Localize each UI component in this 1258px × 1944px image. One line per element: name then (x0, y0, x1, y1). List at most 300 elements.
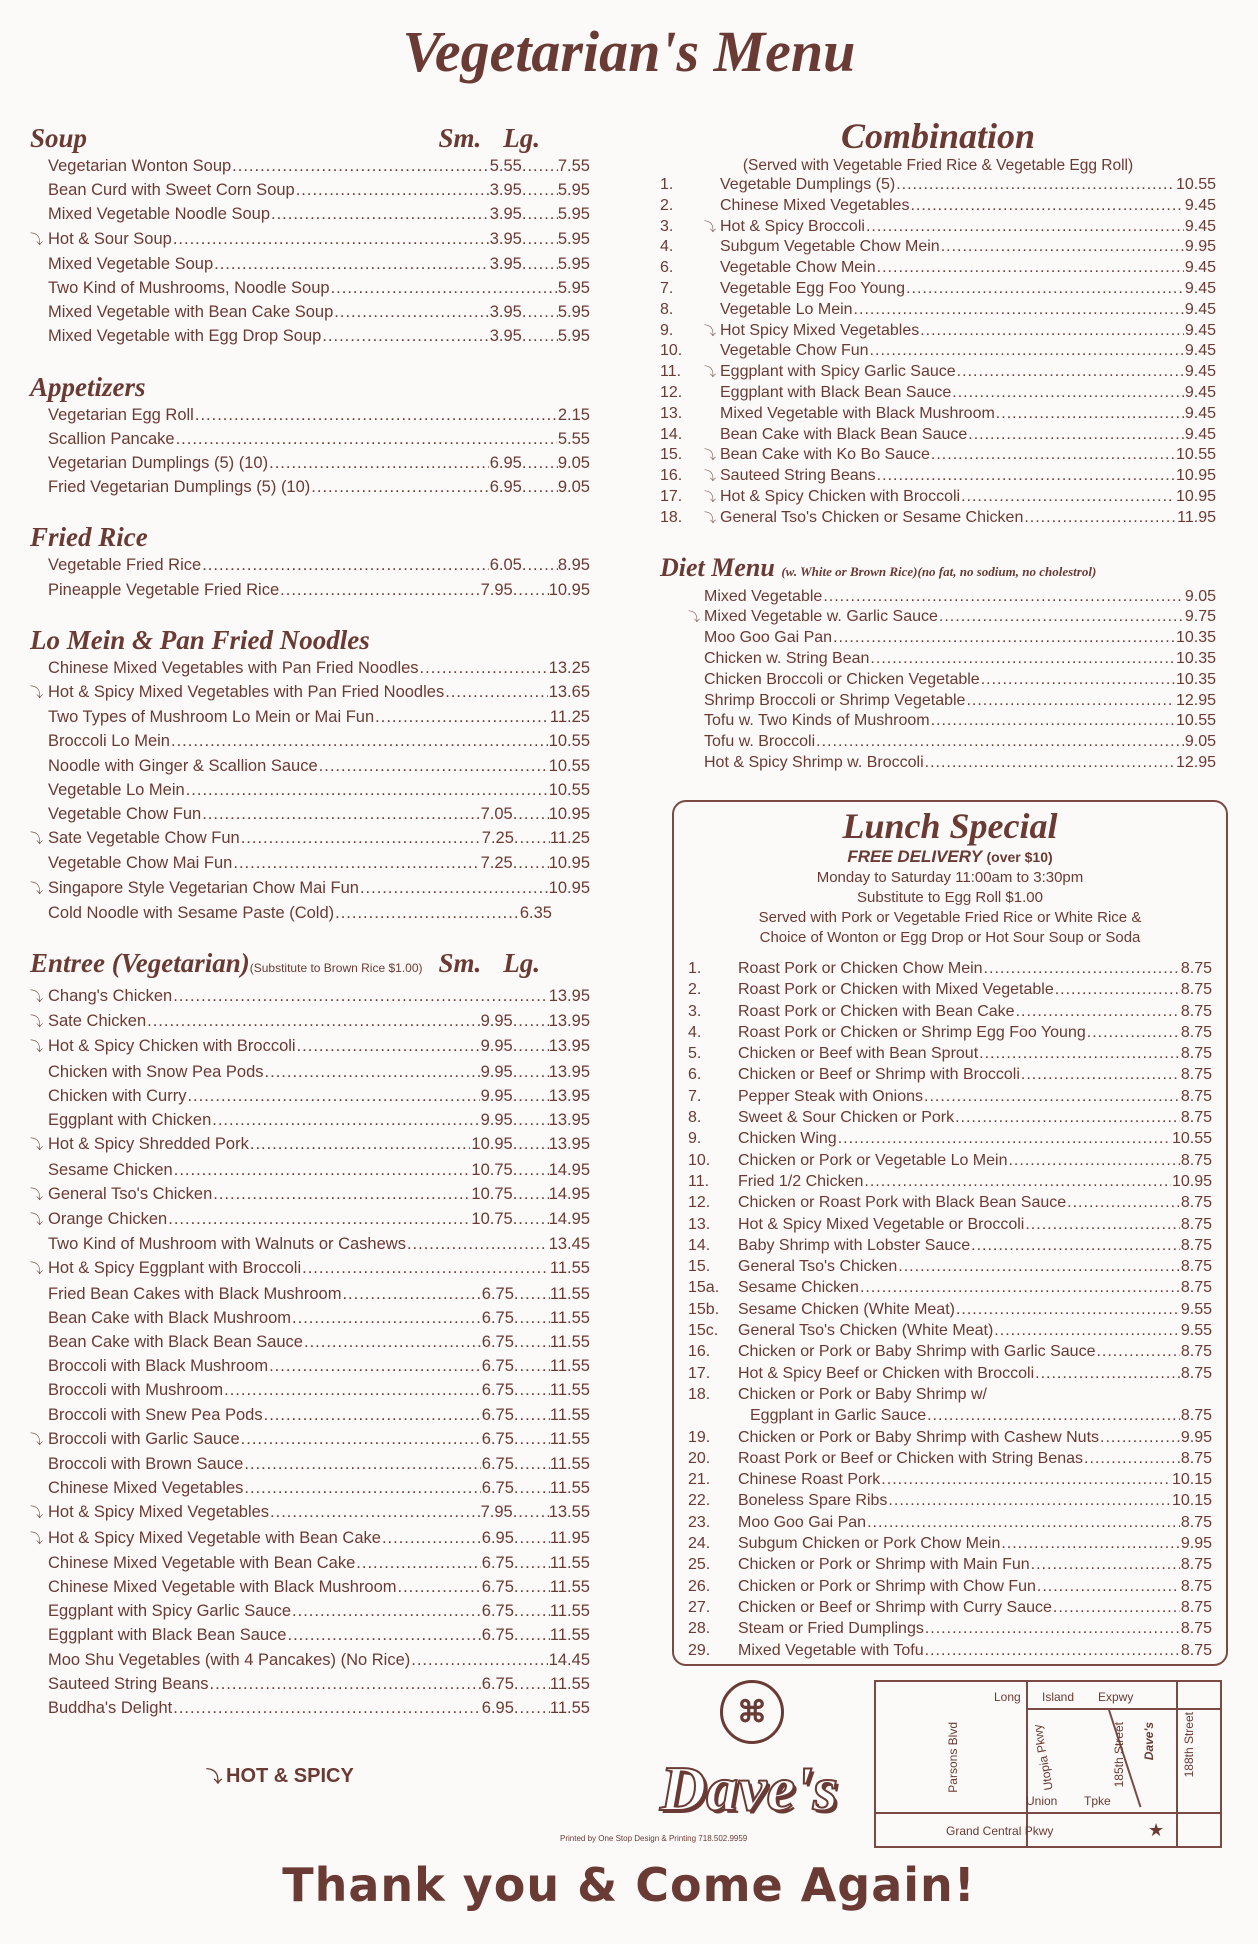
item-name: Sesame Chicken (738, 1279, 859, 1297)
menu-item (660, 445, 1216, 466)
price-small: 3.95 (489, 327, 522, 346)
item-number: 8. (660, 300, 674, 318)
item-name: Chicken or Pork or Baby Shrimp w/ (738, 1385, 987, 1403)
item-number: 16. (688, 1343, 711, 1361)
map-label-parsons: Parsons Blvd (946, 1722, 960, 1793)
price-large: 11.55 (549, 1259, 590, 1278)
lunch-item (688, 1128, 1212, 1149)
item-name: Bean Curd with Sweet Corn Soup (48, 181, 295, 200)
leader-dots (514, 1526, 550, 1550)
leader-dots (513, 1132, 549, 1156)
price-large: 13.25 (548, 658, 590, 677)
menu-item (30, 851, 590, 875)
item-name: Eggplant with Black Bean Sauce (720, 383, 952, 401)
item-price: 8.75 (1180, 1236, 1212, 1254)
item-name: Vegetable Chow Fun (720, 342, 869, 360)
menu-item (30, 578, 590, 602)
item-number: 7. (688, 1087, 702, 1105)
leader-dots (147, 1009, 479, 1033)
item-number: 6. (688, 1066, 702, 1084)
leader-dots (1024, 508, 1176, 529)
price-large: 14.95 (548, 1209, 590, 1228)
lunch-item (688, 1597, 1212, 1618)
map-label-union: Union (1026, 1794, 1058, 1808)
leader-dots (514, 1551, 550, 1575)
price-large: 14.95 (548, 1160, 590, 1179)
price-large: 5.95 (557, 303, 590, 322)
lunch-item (688, 1256, 1212, 1277)
leader-dots (296, 178, 489, 202)
leader-dots (168, 1207, 470, 1231)
leader-dots (407, 1232, 548, 1256)
item-price: 8.75 (1180, 1556, 1212, 1574)
price-small: 3.95 (489, 303, 522, 322)
menu-item (30, 1084, 590, 1108)
menu-item (30, 403, 590, 427)
menu-item (30, 1354, 590, 1378)
item-price: 10.15 (1171, 1471, 1212, 1489)
leader-dots (514, 1427, 550, 1451)
item-name: Chicken or Beef with Bean Sprout (738, 1045, 979, 1063)
item-name: Broccoli with Black Mushroom (48, 1357, 269, 1376)
item-name: Chinese Mixed Vegetable with Bean Cake (48, 1553, 356, 1572)
item-price: 9.45 (1184, 259, 1216, 277)
chili-icon: ⤵ (704, 365, 717, 380)
leader-dots (173, 1696, 481, 1720)
leader-dots (513, 1060, 549, 1084)
item-price: 9.55 (1180, 1300, 1212, 1318)
leader-dots (186, 778, 548, 802)
price-large: 11.55 (549, 1405, 590, 1424)
item-name: Mixed Vegetable (704, 587, 823, 605)
item-price: 9.45 (1184, 279, 1216, 297)
item-number: 24. (688, 1535, 711, 1553)
menu-item (660, 175, 1216, 196)
chili-icon: ⤵ (30, 989, 44, 1005)
price-large: 5.95 (557, 254, 590, 273)
leader-dots (514, 1306, 550, 1330)
price-large: 11.55 (549, 1429, 590, 1448)
item-number: 7. (660, 279, 674, 297)
leader-dots (173, 984, 547, 1008)
item-name: Fried Vegetarian Dumplings (5) (10) (48, 478, 311, 497)
item-name: Chicken Wing (738, 1130, 837, 1148)
chili-icon: ⤵ (30, 1186, 44, 1202)
lunch-item (688, 1192, 1212, 1213)
map-label-expwy: Expwy (1098, 1690, 1134, 1704)
item-number: 9. (660, 321, 674, 339)
lunch-item (688, 1022, 1212, 1043)
price-small: 6.75 (481, 1674, 514, 1693)
leader-dots (513, 1084, 549, 1108)
price-large: 5.55 (557, 429, 590, 448)
lunch-item (688, 1618, 1212, 1639)
leader-dots (956, 1299, 1180, 1320)
menu-item (30, 984, 590, 1009)
combination-note: (Served with Vegetable Fried Rice & Vegetable Egg Roll) (742, 157, 1134, 174)
price-large: 11.55 (549, 1698, 590, 1717)
item-name: General Tso's Chicken or Sesame Chicken (720, 508, 1024, 526)
leader-dots (420, 656, 548, 680)
lunch-item (688, 1427, 1212, 1448)
menu-item (30, 1403, 590, 1427)
item-price: 10.55 (1175, 712, 1216, 730)
leader-dots (513, 851, 549, 875)
item-name: Hot & Spicy Shredded Pork (48, 1135, 249, 1154)
leader-dots (1100, 1427, 1180, 1448)
menu-item (30, 680, 590, 705)
item-number: 20. (688, 1449, 711, 1467)
leader-dots (331, 276, 557, 300)
leader-dots (356, 1551, 481, 1575)
item-price: 9.45 (1184, 217, 1216, 235)
item-price: 8.75 (1180, 1598, 1212, 1616)
leader-dots (981, 670, 1175, 691)
leader-dots (1016, 1001, 1180, 1022)
lunch-item (688, 958, 1212, 979)
item-price: 9.95 (1180, 1428, 1212, 1446)
map-label-long: Long (994, 1690, 1021, 1704)
item-name: Vegetarian Dumplings (5) (10) (48, 454, 269, 473)
leader-dots (816, 732, 1184, 753)
lunch-item (688, 1405, 1212, 1426)
leader-dots (280, 578, 479, 602)
leader-dots (877, 466, 1175, 487)
item-name: Eggplant in Garlic Sauce (750, 1407, 927, 1425)
item-name: Eggplant with Chicken (48, 1111, 212, 1130)
leader-dots (514, 1599, 550, 1623)
menu-item (30, 1306, 590, 1330)
menu-item (30, 778, 590, 802)
item-price: 9.45 (1184, 363, 1216, 381)
leader-dots (1037, 1576, 1180, 1597)
item-number: 11. (660, 363, 682, 381)
map-label-gcp: Grand Central Pkwy (946, 1824, 1054, 1838)
item-price: 8.75 (1180, 1045, 1212, 1063)
menu-item (30, 1672, 590, 1696)
item-number: 12. (688, 1194, 711, 1212)
leader-dots (924, 1086, 1180, 1107)
item-price: 8.75 (1180, 1407, 1212, 1425)
item-name: Chicken Broccoli or Chicken Vegetable (704, 670, 980, 688)
lunch-item (688, 979, 1212, 1000)
item-name: Chicken or Roast Pork with Black Bean Sauce (738, 1194, 1067, 1212)
item-name: Chicken or Beef or Shrimp with Broccoli (738, 1066, 1020, 1084)
menu-item (30, 802, 590, 826)
chili-icon: ⤵ (30, 1431, 44, 1447)
price-small: 7.95 (480, 1503, 513, 1522)
item-name: Broccoli with Brown Sauce (48, 1454, 244, 1473)
price-large: 9.05 (557, 454, 590, 473)
lunch-served-2: Choice of Wonton or Egg Drop or Hot Sour Soup or Soda (759, 929, 1141, 946)
price-small: 6.75 (481, 1429, 514, 1448)
free-delivery-note: (over $10) (986, 849, 1053, 865)
price-small: 6.75 (481, 1357, 514, 1376)
chili-icon: ⤵ (30, 831, 44, 847)
item-name: Roast Pork or Chicken with Mixed Vegetable (738, 981, 1054, 999)
leader-dots (877, 258, 1184, 279)
price-small: 6.95 (489, 454, 522, 473)
price-small: 5.55 (489, 157, 522, 175)
menu-item (30, 1696, 590, 1720)
leader-dots (514, 1354, 550, 1378)
menu-item (30, 154, 590, 178)
item-name: Moo Goo Gai Pan (738, 1513, 867, 1531)
menu-item (30, 1182, 590, 1207)
item-name: Noodle with Ginger & Scallion Sauce (48, 756, 318, 775)
price-small: 7.05 (480, 805, 513, 824)
price-large: 10.55 (548, 732, 590, 751)
menu-item (660, 383, 1216, 404)
leader-dots (212, 1108, 479, 1132)
item-price: 8.75 (1180, 1364, 1212, 1382)
item-name: Sauteed String Beans (720, 467, 876, 485)
item-name: Moo Goo Gai Pan (704, 629, 833, 647)
item-number: 25. (688, 1556, 711, 1574)
item-number: 18. (688, 1385, 711, 1403)
map-label-188th: 188th Street (1182, 1712, 1196, 1778)
leader-dots (171, 729, 548, 753)
chili-icon: ⤵ (30, 880, 44, 896)
menu-item (30, 1207, 590, 1232)
item-price: 12.95 (1175, 691, 1216, 709)
menu-item (30, 276, 590, 300)
item-number: 1. (688, 960, 702, 977)
item-price: 8.75 (1180, 1023, 1212, 1041)
leader-dots (1001, 1533, 1180, 1554)
leader-dots (398, 1575, 481, 1599)
soup-list (30, 154, 590, 349)
menu-item (30, 1282, 590, 1306)
item-name: Hot & Spicy Broccoli (720, 217, 865, 235)
item-price: 9.45 (1184, 425, 1216, 443)
menu-item (30, 1060, 590, 1084)
item-name: Mixed Vegetable with Bean Cake Soup (48, 303, 334, 322)
price-small: 10.95 (471, 1135, 513, 1154)
item-number: 10. (660, 342, 683, 360)
price-small: 6.75 (481, 1332, 514, 1351)
leader-dots (966, 691, 1175, 712)
price-large: 11.55 (549, 1357, 590, 1376)
item-name: Chang's Chicken (48, 987, 173, 1006)
leader-dots (898, 1256, 1180, 1277)
item-price: 9.55 (1180, 1322, 1212, 1340)
leader-dots (888, 1490, 1171, 1511)
leader-dots (382, 1526, 481, 1550)
item-name: Sesame Chicken (48, 1160, 173, 1179)
price-small: 10.75 (471, 1160, 513, 1179)
leader-dots (968, 425, 1184, 446)
chili-icon: ⤵ (704, 323, 717, 338)
menu-item (30, 1009, 590, 1034)
leader-dots (925, 1640, 1180, 1661)
combination-list (660, 175, 1216, 529)
menu-item (30, 252, 590, 276)
item-name: Hot & Sour Soup (48, 229, 172, 248)
leader-dots (971, 1235, 1180, 1256)
price-small: 3.95 (489, 254, 522, 273)
item-price: 9.05 (1184, 587, 1216, 605)
chili-icon: ⤵ (30, 1137, 44, 1153)
menu-item (30, 1378, 590, 1402)
item-price: 9.45 (1184, 300, 1216, 318)
menu-item (30, 876, 590, 901)
leader-dots (925, 1618, 1180, 1639)
price-small: 6.75 (481, 1602, 514, 1621)
item-price: 8.75 (1180, 1002, 1212, 1020)
item-name: Chinese Mixed Vegetables with Pan Fried Noodles (48, 658, 419, 677)
entree-heading (30, 947, 590, 984)
combination-heading: Combination (840, 116, 1036, 156)
item-name: Mixed Vegetable with Black Mushroom (720, 404, 995, 422)
star-icon: ★ (1148, 1820, 1165, 1840)
price-large: 5.95 (557, 181, 590, 200)
price-small: 3.95 (489, 181, 522, 200)
menu-item (30, 227, 590, 252)
price-large: 13.55 (548, 1503, 590, 1522)
item-name: Broccoli Lo Mein (48, 732, 170, 751)
menu-item (30, 324, 590, 348)
item-name: Subgum Vegetable Chow Mein (720, 238, 940, 256)
chili-icon: ⤵ (30, 1039, 44, 1055)
item-price: 8.75 (1180, 1109, 1212, 1127)
item-name: Hot & Spicy Chicken with Broccoli (720, 487, 961, 505)
map-label-utopia: Utopia Pkwy (1030, 1723, 1056, 1792)
menu-item (30, 1034, 590, 1059)
item-name: Chinese Mixed Vegetables (48, 1479, 244, 1498)
leader-dots (1021, 1064, 1180, 1085)
leader-dots (994, 1320, 1180, 1341)
item-number: 29. (688, 1641, 711, 1659)
menu-item (660, 732, 1216, 753)
leader-dots (411, 1648, 547, 1672)
menu-item (660, 237, 1216, 258)
item-name: Chicken or Pork or Baby Shrimp with Garlic Sauce (738, 1343, 1096, 1361)
item-name: Sesame Chicken (White Meat) (738, 1300, 955, 1318)
item-price: 8.75 (1180, 1620, 1212, 1638)
leader-dots (927, 1405, 1180, 1426)
menu-item (30, 1526, 590, 1551)
item-name: Baby Shrimp with Lobster Sauce (738, 1236, 971, 1254)
menu-item (30, 1330, 590, 1354)
item-name: Vegetable Dumplings (5) (720, 176, 896, 193)
leader-dots (210, 1672, 481, 1696)
leader-dots (269, 1354, 481, 1378)
price-large: 13.45 (548, 1235, 590, 1254)
price-small: 6.75 (481, 1577, 514, 1596)
soup-title: Soup (30, 123, 88, 153)
item-price: 8.75 (1180, 981, 1212, 999)
item-name: Chicken with Curry (48, 1086, 187, 1105)
leader-dots (174, 1158, 471, 1182)
lunch-item (688, 1469, 1212, 1490)
leader-dots (445, 680, 548, 704)
map-label-tpke: Tpke (1084, 1794, 1111, 1808)
lunch-item (688, 1554, 1212, 1575)
leader-dots (292, 1306, 481, 1330)
item-name: Hot Spicy Mixed Vegetables (720, 321, 920, 339)
price-large: 11.25 (549, 829, 590, 848)
price-large: 11.55 (549, 1284, 590, 1303)
size-large-label: Lg. (503, 123, 540, 153)
leader-dots (342, 1282, 480, 1306)
menu-item (30, 475, 590, 499)
item-name: Bean Cake with Ko Bo Sauce (720, 446, 930, 464)
leader-dots (514, 1378, 550, 1402)
fried-rice-list (30, 553, 590, 601)
item-number: 4. (660, 238, 674, 256)
lunch-item (688, 1576, 1212, 1597)
price-small: 6.95 (481, 1528, 514, 1547)
item-price: 9.75 (1184, 608, 1216, 626)
item-number: 2. (660, 196, 674, 214)
leader-dots (244, 1476, 480, 1500)
leader-dots (232, 154, 489, 178)
chili-icon: ⤵ (30, 685, 44, 701)
lunch-item (688, 1171, 1212, 1192)
leader-dots (854, 300, 1184, 321)
item-name: Bean Cake with Black Bean Sauce (48, 1332, 303, 1351)
item-name: Hot & Spicy Beef or Chicken with Broccoli (738, 1364, 1035, 1382)
lunch-item (688, 1512, 1212, 1533)
item-price: 11.95 (1177, 508, 1216, 526)
item-price: 10.95 (1175, 467, 1216, 485)
price-large: 11.55 (549, 1626, 590, 1645)
item-price: 8.75 (1180, 1641, 1212, 1659)
diet-note: (w. White or Brown Rice)(no fat, no sodium, no cholestrol) (781, 563, 1097, 579)
item-number: 15b. (688, 1300, 720, 1318)
leader-dots (302, 1256, 549, 1280)
menu-item (30, 427, 590, 451)
lunch-item (688, 1001, 1212, 1022)
menu-title: Vegetarian's Menu (402, 19, 856, 84)
item-name: Hot & Spicy Shrimp w. Broccoli (704, 753, 924, 771)
menu-item (30, 1500, 590, 1525)
chili-icon: ⤵ (704, 448, 717, 463)
menu-item (30, 1158, 590, 1182)
item-name: Vegetable Lo Mein (720, 300, 853, 318)
menu-item (30, 451, 590, 475)
daves-logo: Dave's (660, 1753, 838, 1824)
item-price: 9.45 (1184, 321, 1216, 339)
lunch-item (688, 1533, 1212, 1554)
leader-dots (522, 300, 558, 324)
item-number: 6. (660, 259, 674, 277)
lunch-served-1: Served with Pork or Vegetable Fried Rice or White Rice & (758, 909, 1142, 926)
price-large: 10.95 (548, 878, 590, 897)
price-small: 6.75 (481, 1454, 514, 1473)
menu-item (30, 1108, 590, 1132)
item-name: Steam or Fried Dumplings (738, 1620, 924, 1638)
price-large: 14.95 (548, 1184, 590, 1203)
price-large: 5.95 (557, 327, 590, 346)
item-name: Vegetarian Wonton Soup (48, 157, 232, 175)
price-large: 11.55 (549, 1602, 590, 1621)
restaurant-seal-icon: ⌘ (720, 1680, 784, 1744)
price-large: 10.95 (548, 580, 590, 599)
item-name: Mixed Vegetable w. Garlic Sauce (704, 608, 938, 626)
item-price: 9.45 (1184, 383, 1216, 401)
item-price: 8.75 (1180, 1194, 1212, 1212)
item-name: Vegetable Chow Fun (48, 805, 202, 824)
leader-dots (522, 553, 558, 577)
leader-dots (522, 154, 558, 178)
leader-dots (233, 851, 479, 875)
item-number: 18. (660, 508, 683, 526)
item-name: Pepper Steak with Onions (738, 1087, 923, 1105)
leader-dots (514, 1696, 550, 1720)
item-name: Sweet & Sour Chicken or Pork (738, 1109, 955, 1127)
